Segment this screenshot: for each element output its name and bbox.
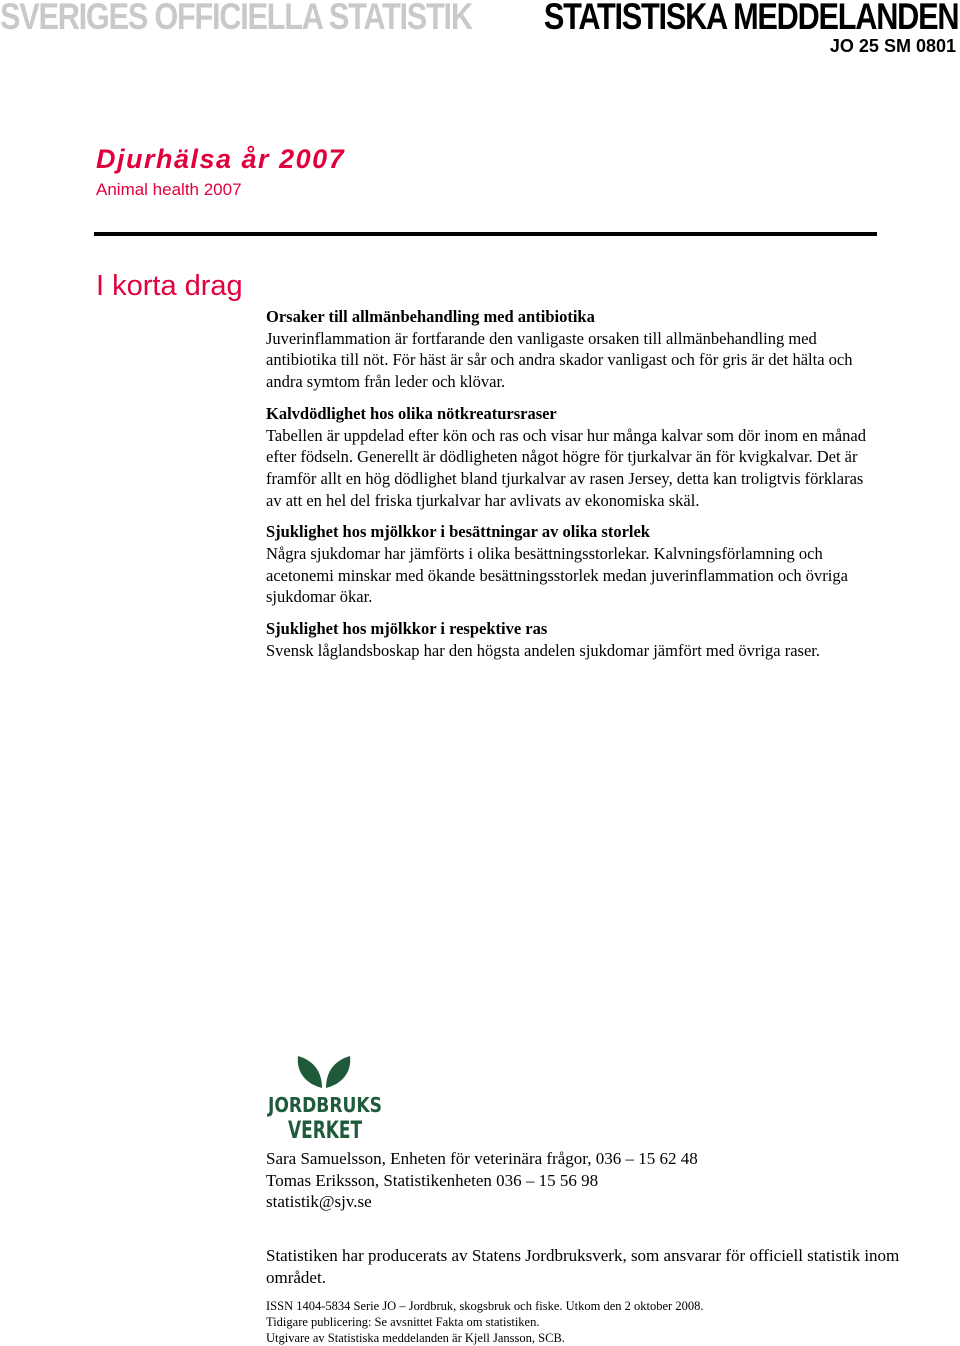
summary-content bbox=[266, 306, 878, 672]
page-header bbox=[0, 0, 960, 56]
summary-section bbox=[266, 618, 878, 661]
summary-section bbox=[266, 403, 878, 512]
title-divider bbox=[94, 232, 877, 236]
section-body: Juverinflammation är fortfarande den vanligaste orsaken till allmänbehandling med antibiotika till nöt. För häst är sår och andra skador vanligast och för gris är det hälta och andra symtom från leder och klövar. bbox=[266, 328, 853, 392]
series-code: JO 25 SM 0801 bbox=[829, 36, 956, 56]
section-title: Kalvdödlighet hos olika nötkreatursraser bbox=[266, 403, 557, 423]
series-label: STATISTISKA MEDDELANDEN bbox=[543, 0, 958, 37]
publisher-line: Utgivare av Statistiska meddelanden är Kjell Jansson, SCB. bbox=[266, 1331, 565, 1345]
svg-text:VERKET: VERKET bbox=[288, 1116, 363, 1144]
section-body: Tabellen är uppdelad efter kön och ras och visar hur många kalvar som dör inom en månad efter födseln. Generellt är dödligheten något högre för tjurkalvar än för kvigkalvar. Det är framför allt en hög dödlighet bland tjurkalvar av rasen Jersey, detta kan troligtvis förklaras av att en hel del friska tjurkalvar har avlivats av ekonomiska skäl. bbox=[266, 425, 866, 510]
section-title: Sjuklighet hos mjölkkor i besättningar av olika storlek bbox=[266, 522, 650, 542]
publisher-label: SVERIGES OFFICIELLA STATISTIK bbox=[0, 0, 472, 37]
previous-publication-line: Tidigare publicering: Se avsnittet Fakta om statistiken. bbox=[266, 1315, 540, 1329]
document-title: Djurhälsa år 2007 bbox=[96, 144, 346, 174]
issn-line: ISSN 1404-5834 Serie JO – Jordbruk, skogsbruk och fiske. Utkom den 2 oktober 2008. bbox=[266, 1299, 704, 1313]
svg-text:JORDBRUKS: JORDBRUKS bbox=[266, 1093, 382, 1117]
producer-note: Statistiken har producerats av Statens Jordbruksverk, som ansvarar för officiell statistik inom området. bbox=[266, 1246, 900, 1287]
contact-info bbox=[266, 1148, 906, 1213]
section-title: Sjuklighet hos mjölkkor i respektive ras bbox=[266, 619, 548, 639]
contact-email[interactable]: statistik@sjv.se bbox=[266, 1192, 372, 1211]
jordbruksverket-logo bbox=[266, 1054, 384, 1142]
section-body: Några sjukdomar har jämförts i olika besättningsstorlekar. Kalvningsförlamning och acetonemi minskar med ökande besättningsstorlek medan juverinflammation och övriga sjukdomar ökar. bbox=[266, 544, 848, 607]
contact-line: Sara Samuelsson, Enheten för veterinära frågor, 036 – 15 62 48 bbox=[266, 1149, 698, 1168]
leaf-icon bbox=[266, 1054, 384, 1142]
publication-info bbox=[266, 1298, 906, 1346]
section-body: Svensk låglandsboskap har den högsta andelen sjukdomar jämfört med övriga raser. bbox=[266, 640, 820, 660]
document-subtitle: Animal health 2007 bbox=[96, 180, 242, 199]
summary-heading: I korta drag bbox=[96, 270, 243, 302]
section-title: Orsaker till allmänbehandling med antibiotika bbox=[266, 307, 595, 326]
summary-section bbox=[266, 306, 878, 393]
contact-line: Tomas Eriksson, Statistikenheten 036 – 15 56 98 bbox=[266, 1170, 599, 1190]
summary-section bbox=[266, 521, 878, 608]
